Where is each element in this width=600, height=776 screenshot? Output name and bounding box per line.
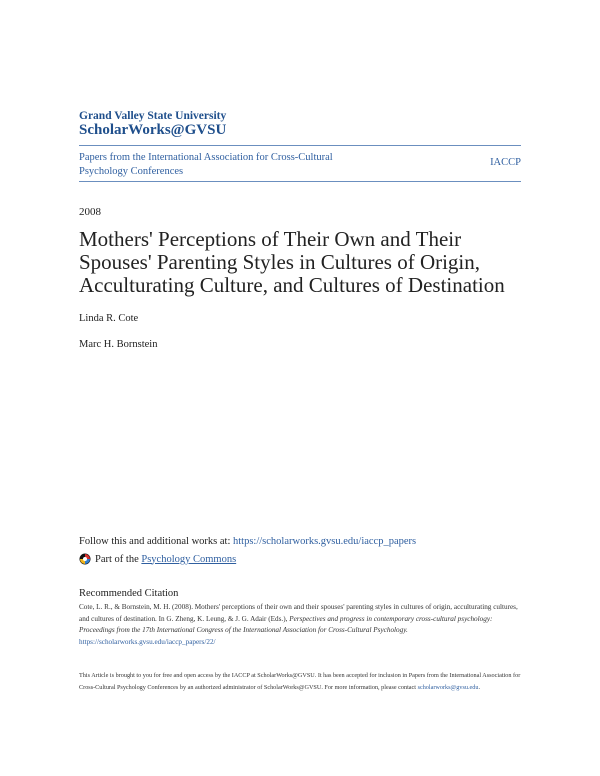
citation-text xyxy=(79,602,524,648)
part-of-line xyxy=(79,553,236,565)
creative-commons-icon xyxy=(79,553,91,565)
header-rule-bottom xyxy=(79,181,521,182)
university-name: Grand Valley State University xyxy=(79,110,227,122)
author-2: Marc H. Bornstein xyxy=(79,339,158,350)
citation-url[interactable]: https://scholarworks.gvsu.edu/iaccp_papers/22/ xyxy=(79,637,216,646)
citation-italic: Perspectives and progress in contemporary cross-cultural psychology: Proceedings from the 17th International Congress of the International Association for Cross-Cultural Psychology. xyxy=(79,614,493,634)
article-title: Mothers' Perceptions of Their Own and Their Spouses' Parenting Styles in Cultures of Origin, Acculturating Culture, and Cultures of Destination xyxy=(79,227,505,297)
author-1: Linda R. Cote xyxy=(79,313,139,324)
contact-email-link[interactable]: scholarworks@gvsu.edu xyxy=(417,683,479,691)
follow-link[interactable]: https://scholarworks.gvsu.edu/iaccp_papers xyxy=(233,536,417,547)
footer-text: This Article is brought to you for free and open access by the IACCP at ScholarWorks@GVSU. It has been accepted for inclusion in Papers from the International Association for Cross-Cultural Psychology Conferences by an authorized administrator of ScholarWorks@GVSU. For more information, please contact xyxy=(79,672,521,691)
recommended-citation-heading: Recommended Citation xyxy=(79,588,179,599)
header-rule-top xyxy=(79,145,521,146)
repository-name: ScholarWorks@GVSU xyxy=(79,122,227,138)
psychology-commons-link[interactable]: Psychology Commons xyxy=(141,553,237,565)
follow-label: Follow this and additional works at: xyxy=(79,536,233,547)
footer-note xyxy=(79,670,524,693)
follow-line xyxy=(79,536,416,547)
series-short-link[interactable]: IACCP xyxy=(490,157,521,168)
footer-end: . xyxy=(478,683,480,691)
publication-year: 2008 xyxy=(79,206,101,218)
citation-main: Cote, L. R., & Bornstein, M. H. (2008). Mothers' perceptions of their own and their spouses' parenting styles in cultures of origin, acculturating cultures, and cultures of destination. In G. Zheng, K. Leung, & J. G. Adair (Eds.), xyxy=(79,603,518,623)
part-of-label: Part of the xyxy=(95,553,139,565)
series-link[interactable]: Papers from the International Association for Cross-Cultural Psychology Conferences xyxy=(79,152,333,177)
